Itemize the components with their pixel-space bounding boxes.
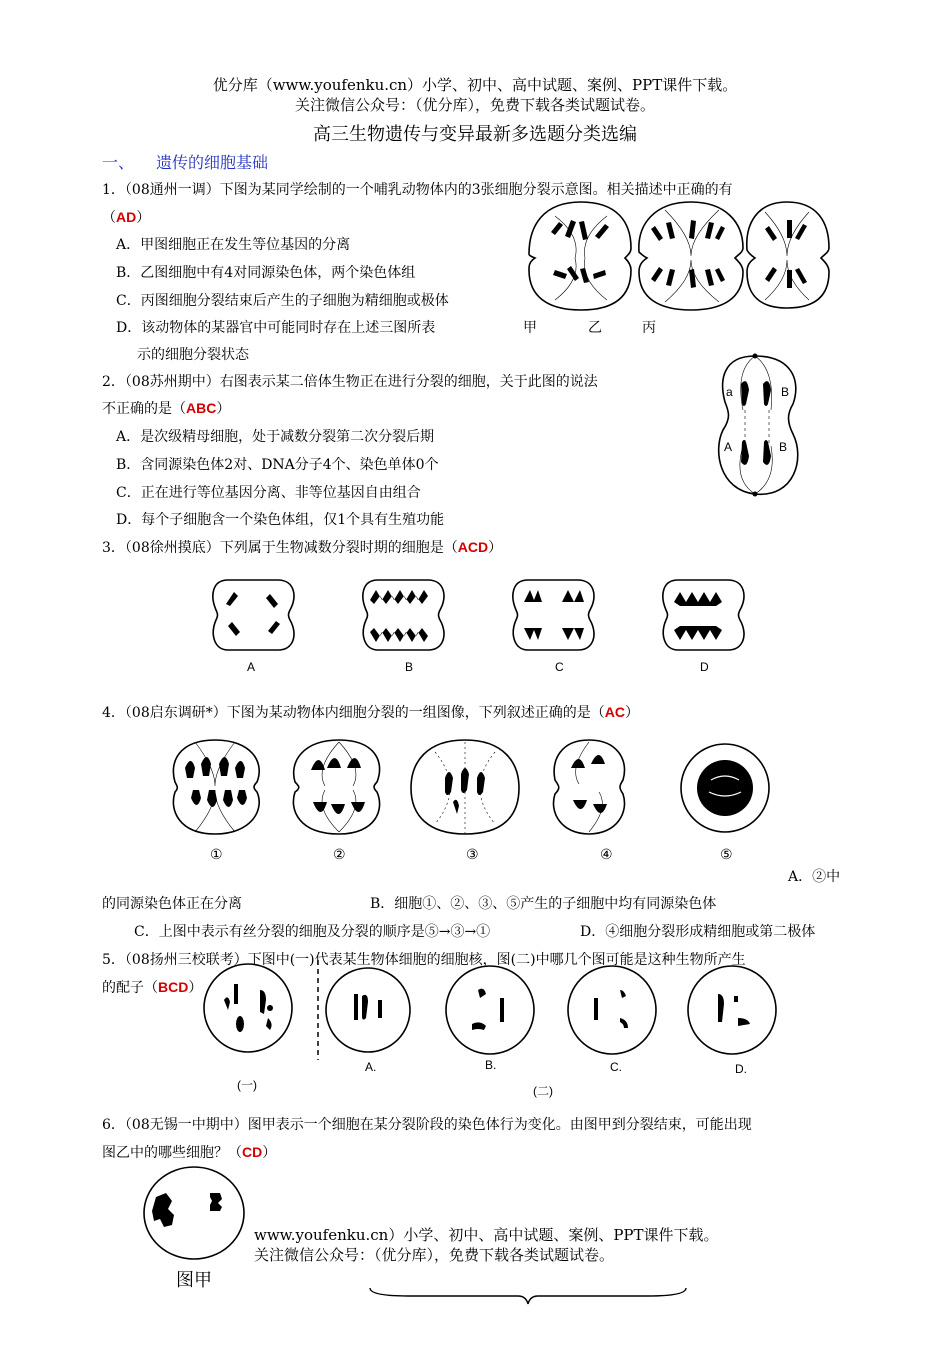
q3-cell-c [513, 580, 594, 650]
q3-label-a: A [247, 660, 256, 674]
q3-label-b: B [405, 660, 414, 674]
q5-group-2-label: (二) [533, 1084, 553, 1098]
q5-nucleus-a [326, 968, 410, 1052]
q2-answer-line [102, 398, 230, 418]
q4-figure-cells [165, 738, 775, 842]
paren-close: ） [188, 980, 203, 996]
q1-stem: 1．（08通州一调）下图为某同学绘制的一个哺乳动物体内的3张细胞分裂示意图。相关描述中正确的有 [102, 182, 733, 198]
q4-cell-2 [293, 740, 379, 834]
q6-stem-cont: 图乙中的哪些细胞？（ [102, 1145, 242, 1161]
q3-cell-a [213, 580, 294, 650]
q4-stem: 4．（08启东调研*）下图为某动物体内细胞分裂的一组图像，下列叙述正确的是（ [102, 705, 605, 721]
q1-option-a: A．甲图细胞正在发生等位基因的分离 [116, 237, 351, 253]
q4-label-4: ④ [600, 846, 613, 862]
q5-label-a: A. [365, 1060, 377, 1074]
paren-close: ） [624, 705, 639, 721]
q2-gene-a: a [726, 385, 733, 399]
paren-close: ） [216, 401, 231, 417]
section-number: 一、 [102, 153, 135, 172]
q2-option-c: C．正在进行等位基因分离、非等位基因自由组合 [116, 485, 421, 501]
q4-label-1: ① [210, 846, 223, 862]
section-name: 遗传的细胞基础 [156, 153, 269, 172]
q5-nucleus-body [204, 964, 292, 1052]
cell-yi [639, 202, 743, 310]
q6-fig-label: 图甲 [176, 1270, 212, 1291]
q6-answer-line [102, 1142, 276, 1162]
q2-gene-b-bottom: B [779, 440, 788, 454]
q3-label-d: D [700, 660, 709, 674]
q3-label-c: C [555, 660, 564, 674]
q3-cell-b [363, 580, 444, 650]
q5-nucleus-d [688, 966, 776, 1054]
q4-answer: AC [604, 704, 625, 720]
q4-label-5: ⑤ [720, 846, 733, 862]
q2-answer: ABC [186, 400, 217, 416]
q5-answer-line [102, 977, 202, 997]
q5-label-b: B. [485, 1058, 497, 1072]
q1-answer-line [102, 207, 150, 227]
q4-cell-3 [411, 740, 519, 834]
q1-label-jia: 甲 [523, 320, 537, 336]
brace-icon [368, 1284, 688, 1308]
q2-option-a: A．是次级精母细胞，处于减数分裂第二次分裂后期 [116, 429, 435, 445]
q2-stem: 2．（08苏州期中）右图表示某二倍体生物正在进行分裂的细胞，关于此图的说法 [102, 374, 598, 390]
q1-figure-cells [525, 196, 835, 316]
q4-stem-line [102, 702, 639, 722]
q3-stem: 3．（08徐州摸底）下列属于生物减数分裂时期的细胞是（ [102, 540, 458, 556]
q3-figure-cells [208, 576, 758, 656]
q6-figure-jia [140, 1163, 250, 1263]
q5-figure-nuclei [200, 960, 780, 1060]
q5-answer: BCD [158, 979, 189, 995]
q5-stem-cont: 的配子（ [102, 980, 158, 996]
cell-bing [747, 202, 829, 308]
q5-nucleus-b [446, 966, 534, 1054]
q3-answer: ACD [457, 539, 489, 555]
q2-figure-cell [705, 350, 815, 500]
q4-option-d: D．④细胞分裂形成精细胞或第二极体 [580, 924, 816, 940]
section-heading [102, 150, 268, 173]
q2-stem-cont: 不正确的是（ [102, 401, 186, 417]
q1-answer: AD [116, 209, 137, 225]
q6-stem: 6．（08无锡一中期中）图甲表示一个细胞在某分裂阶段的染色体行为变化。由图甲到分裂结束，可能出现 [102, 1117, 752, 1133]
q5-label-d: D. [735, 1062, 747, 1076]
q5-stem: 5．（08扬州三校联考）下图中(一)代表某生物体细胞的细胞核，图(二)中哪几个图可能是这种生物所产生 [102, 952, 746, 968]
q1-option-b: B．乙图细胞中有4对同源染色体，两个染色体组 [116, 265, 416, 281]
q1-label-bing: 丙 [642, 320, 656, 336]
q5-group-1-label: (一) [237, 1078, 257, 1092]
paren-close: ） [488, 540, 503, 556]
q2-gene-b-top: B [781, 385, 790, 399]
q1-option-d-cont: 示的细胞分裂状态 [137, 347, 249, 363]
q1-option-c: C．丙图细胞分裂结束后产生的子细胞为精细胞或极体 [116, 293, 449, 309]
q2-gene-A: A [724, 440, 733, 454]
header-line-1: 优分库（www.youfenku.cn）小学、初中、高中试题、案例、PPT课件下载。 [212, 76, 738, 94]
q3-cell-d [663, 580, 744, 650]
q4-option-a-end: 的同源染色体正在分离 [102, 896, 242, 912]
q1-label-yi: 乙 [588, 320, 602, 336]
q4-cell-5 [681, 744, 769, 832]
q1-option-d: D．该动物体的某器官中可能同时存在上述三图所表 [116, 320, 436, 336]
q6-answer: CD [242, 1144, 263, 1160]
cell-jia [529, 202, 631, 310]
paren-open: （ [102, 210, 116, 226]
q4-cell-4 [553, 740, 624, 834]
paren-close: ） [262, 1145, 277, 1161]
q4-label-2: ② [333, 846, 346, 862]
q4-cell-1 [173, 740, 259, 834]
q5-nucleus-c [568, 966, 656, 1054]
q4-option-a-start: A．②中 [788, 869, 841, 885]
q4-option-b: B．细胞①、②、③、⑤产生的子细胞中均有同源染色体 [370, 896, 717, 912]
q3-stem-line [102, 537, 502, 557]
q5-label-c: C. [610, 1060, 622, 1074]
q4-option-c: C．上图中表示有丝分裂的细胞及分裂的顺序是⑤→③→① [134, 924, 491, 940]
header-line-2: 关注微信公众号：（优分库），免费下载各类试题试卷。 [294, 96, 655, 114]
footer-line-1: www.youfenku.cn）小学、初中、高中试题、案例、PPT课件下载。 [254, 1226, 719, 1244]
q2-option-b: B．含同源染色体2对、DNA分子4个、染色单体0个 [116, 457, 439, 473]
q2-option-d: D．每个子细胞含一个染色体组，仅1个具有生殖功能 [116, 512, 445, 528]
footer-line-2: 关注微信公众号：（优分库），免费下载各类试题试卷。 [254, 1246, 615, 1264]
page-title: 高三生物遗传与变异最新多选题分类选编 [313, 124, 637, 145]
paren-close: ） [136, 210, 151, 226]
q4-label-3: ③ [466, 846, 479, 862]
